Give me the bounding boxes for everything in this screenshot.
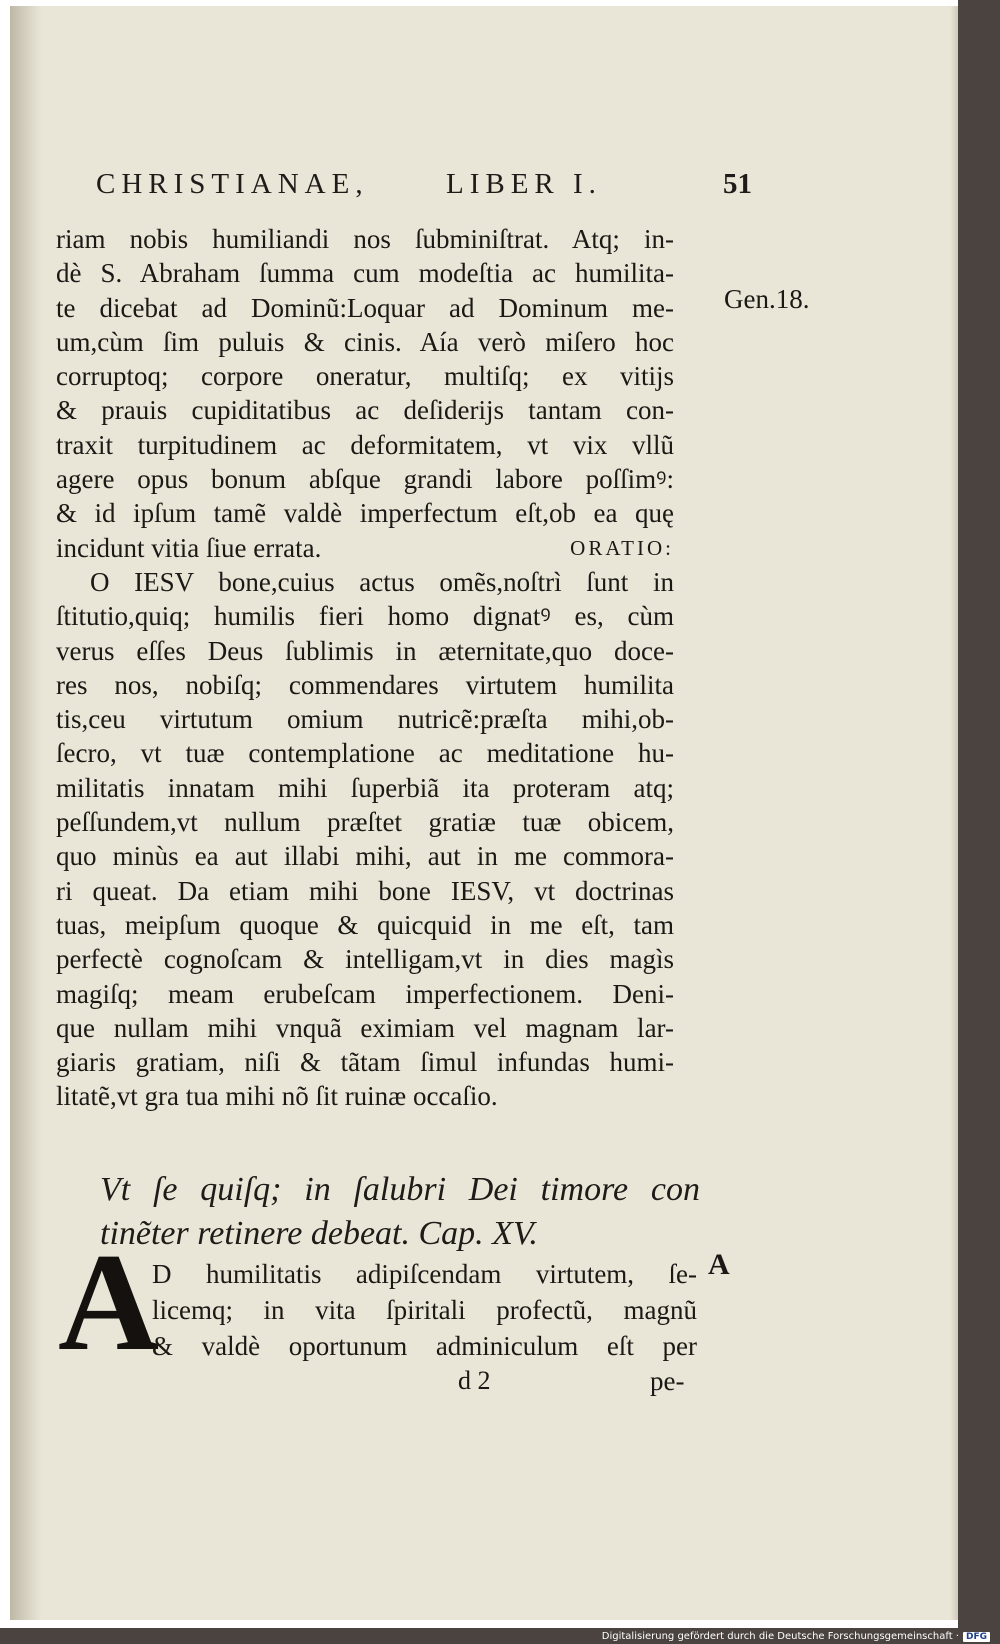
text-line: traxit turpitudinem ac deformitatem, vt vix vllũ xyxy=(56,429,674,460)
text-line: agere opus bonum abſque grandi labore poſſimꝰ: xyxy=(56,464,674,495)
chapter-heading xyxy=(100,1168,700,1256)
dfg-logo: DFG xyxy=(963,1632,990,1642)
text-line: riam nobis humiliandi nos ſubminiſtrat. Atq; in- xyxy=(56,224,674,254)
paragraph-end: incidunt vitia ſiue errata. xyxy=(56,532,322,563)
oratio-label: ORATIO: xyxy=(570,535,674,560)
text-line: te dicebat ad Dominũ:Loquar ad Dominum me- xyxy=(56,292,674,323)
credit-text: Digitalisierung gefördert durch die Deutsche Forschungsgemeinschaft · xyxy=(601,1631,959,1642)
prayer-line: giaris gratiam, niſi & tãtam ſimul infundas humi- xyxy=(56,1047,674,1078)
prayer-line: perfectè cognoſcam & intelligam,vt in dies magìs xyxy=(56,944,674,975)
page-number: 51 xyxy=(723,168,752,200)
chapter-heading-line: Vt ſe quiſq; in ſalubri Dei timore con xyxy=(100,1171,700,1208)
chapter-opening xyxy=(152,1256,697,1364)
prayer-line: que nullam mihi vnquã eximiam vel magnam lar- xyxy=(56,1012,674,1043)
margin-section-letter: A xyxy=(708,1248,730,1281)
prayer-line: militatis innatam mihi ſuperbiã ita proteram atq; xyxy=(56,772,674,803)
prayer-line: ſecro, vt tuæ contemplatione ac meditatione hu- xyxy=(56,738,674,769)
running-head xyxy=(96,168,752,208)
prayer-line: verus eſſes Deus ſublimis in æternitate,quo doce- xyxy=(56,635,674,666)
margin-reference: Gen.18. xyxy=(724,284,810,314)
prayer-line: quo minùs ea aut illabi mihi, aut in me commora- xyxy=(56,841,674,872)
running-head-book: LIBER I. xyxy=(446,168,602,200)
signature-mark: d 2 xyxy=(458,1366,491,1395)
binding-shadow xyxy=(10,6,42,1620)
page-edge xyxy=(950,6,958,1620)
running-head-title: CHRISTIANAE, xyxy=(96,168,369,200)
prayer-line: O IESV bone,cuius actus omẽs,noſtrì ſunt in xyxy=(90,566,674,597)
text-line: dè S. Abraham ſumma cum modeſtia ac humilita- xyxy=(56,258,674,289)
main-text xyxy=(56,222,674,1114)
text-line: corruptoq; corpore oneratur, multiſq; ex vitijs xyxy=(56,361,674,392)
text-line: & valdè oportunum adminiculum eſt per xyxy=(152,1331,697,1361)
text-line: licemq; in vita ſpiritali profectũ, magnũ xyxy=(152,1295,697,1325)
prayer-line: ri queat. Da etiam mihi bone IESV, vt doctrinas xyxy=(56,875,674,906)
text-line: um,cùm ſim puluis & cinis. Aía verò miſero hoc xyxy=(56,326,674,357)
prayer-line: peſſundem,vt nullum præſtet gratiæ tuæ obicem, xyxy=(56,807,674,838)
digitization-credit xyxy=(602,1631,990,1642)
catchword: pe- xyxy=(650,1366,685,1396)
prayer-line: tuas, meipſum quoque & quicquid in me eſt, tam xyxy=(56,909,674,940)
prayer-line: tis,ceu virtutum omium nutricẽ:præſta mihi,ob- xyxy=(56,704,674,735)
chapter-heading-line: tinẽter retinere debeat. Cap. XV. xyxy=(100,1215,538,1252)
drop-capital: A xyxy=(58,1225,160,1380)
prayer-line: ſtitutio,quiq; humilis fieri homo dignatꝰ es, cùm xyxy=(56,601,674,632)
prayer-line: litatẽ,vt gra tua mihi nõ ſit ruinæ occaſio. xyxy=(56,1081,498,1112)
text-line: & prauis cupiditatibus ac deſiderijs tantam con- xyxy=(56,395,674,426)
prayer-line: magiſq; meam erubeſcam imperfectionem. Deni- xyxy=(56,978,674,1009)
text-line xyxy=(56,531,674,565)
text-line: & id ipſum tamẽ valdè imperfectum eſt,ob ea quę xyxy=(56,498,674,529)
text-line: D humilitatis adipiſcendam virtutem, ſe- xyxy=(152,1259,697,1289)
prayer-line: res nos, nobiſq; commendares virtutem humilita xyxy=(56,669,674,700)
